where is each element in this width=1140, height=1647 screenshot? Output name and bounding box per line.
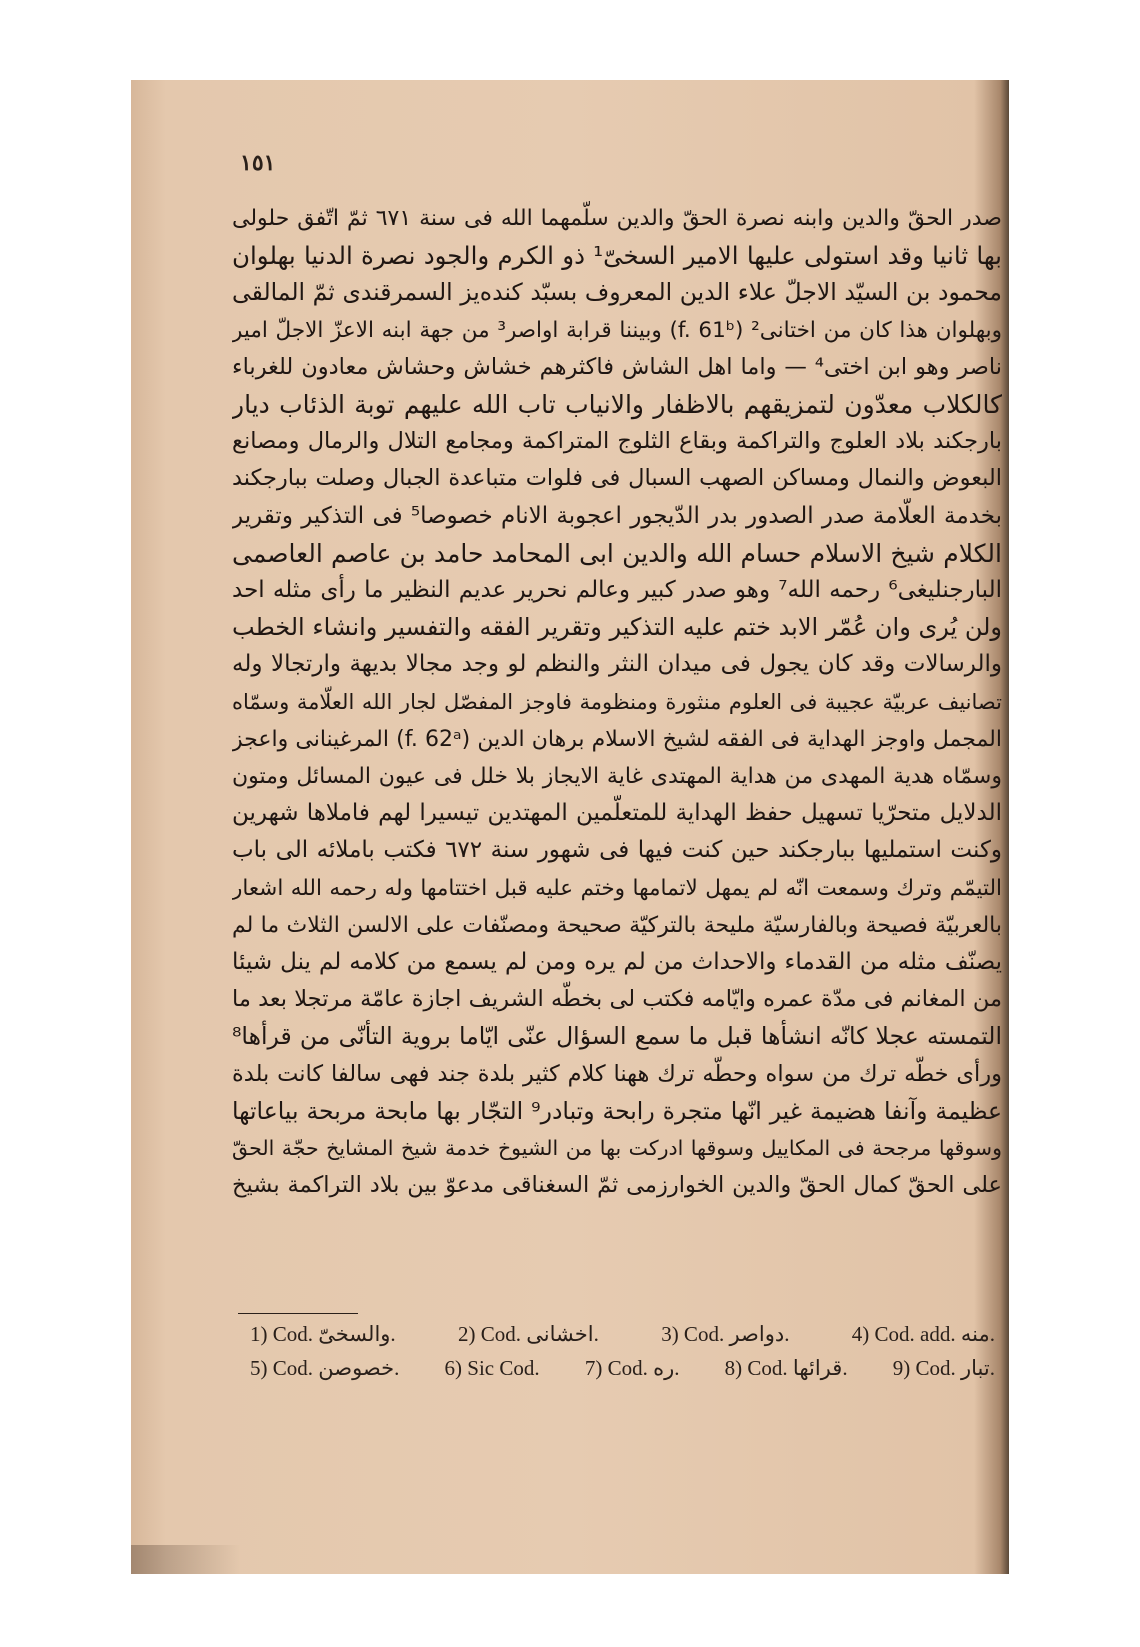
footnote: 8) Cod. قرائها. xyxy=(724,1356,848,1380)
footnote: 1) Cod. والسخىّ. xyxy=(250,1322,396,1346)
footnote: 5) Cod. خصوصن. xyxy=(250,1356,400,1380)
text-line: وبهلوان هذا كان من اختانى² (f. 61ᵇ) وبيننا قرابة اواصر³ من جهة ابنه الاعزّ الاجلّ امير xyxy=(232,317,1002,343)
text-line: التيمّم وترك وسمعت انّه لم يمهل لاتمامها وختم عليه قبل اختتامها وله رحمه الله اشعار xyxy=(232,875,1002,901)
text-line: وسمّاه هدية المهدى من هداية المهتدى غاية الايجاز بلا خلل فى عيون المسائل ومتون xyxy=(232,764,1002,790)
footnote: 7) Cod. ره. xyxy=(584,1356,680,1380)
footnote-divider xyxy=(238,1313,358,1314)
text-line: محمود بن السيّد الاجلّ علاء الدين المعروف بسبّد كنده‌يز السمرقندى ثمّ المالقى xyxy=(232,278,1002,307)
text-line: الدلايل متحرّيا تسهيل حفظ الهداية للمتعلّمين المهتدين تيسيرا لهم فاملاها شهرين xyxy=(232,800,1002,827)
text-line: صدر الحقّ والدين وابنه نصرة الحقّ والدين سلّمهما الله فى سنة ٦٧١ ثمّ اتّفق حلولى xyxy=(232,206,1002,231)
text-line: من المغانم فى مدّة عمره وايّامه فكتب لى بخطّه الشريف اجازة عامّة مرتجلا بعد ما xyxy=(232,986,1002,1013)
text-line: ولن يُرى وان عُمّر الابد ختم عليه التذكير وتقرير الفقه والتفسير وانشاء الخطب xyxy=(232,613,1002,642)
text-line: بخدمة العلّامة صدر الصدور بدر الدّيجور اعجوبة الانام خصوصا⁵ فى التذكير وتقرير xyxy=(232,502,1002,529)
text-line: والرسالات وقد كان يجول فى ميدان النثر والنظم لو وجد مجالا بديهة وارتجالا وله xyxy=(232,651,1002,678)
footnote: 2) Cod. اخشانى. xyxy=(458,1322,599,1346)
text-line: ناصر وهو ابن اختى⁴ — واما اهل الشاش فاكثرهم خشاش وحشاش معادون للغرباء xyxy=(232,353,1002,380)
text-line: تصانيف عربيّة عجيبة فى العلوم منثورة ومنظومة فاوجز المفصّل لجار الله العلّامة وسمّاه xyxy=(232,689,1002,714)
text-line: بها ثانيا وقد استولى عليها الامير السخىّ¹ ذو الكرم والجود نصرة الدنيا بهلوان xyxy=(232,241,1002,271)
page-number: ١٥١ xyxy=(240,150,276,176)
scan-edge-shadow xyxy=(131,1545,241,1574)
footnote: 6) Sic Cod. xyxy=(444,1356,540,1380)
footnotes-row-1 xyxy=(250,1322,995,1347)
arabic-body-text xyxy=(232,200,1002,1204)
text-line: البارجنليغى⁶ رحمه الله⁷ وهو صدر كبير وعالم نحرير عديم النظير ما رأى مثله احد xyxy=(232,577,1002,604)
text-line: المجمل واوجز الهداية فى الفقه لشيخ الاسلام برهان الدين (f. 62ᵃ) المرغينانى واعجز xyxy=(232,726,1002,752)
footnote: 4) Cod. add. منه. xyxy=(851,1322,995,1346)
footnote: 3) Cod. دواصر. xyxy=(661,1322,790,1346)
text-line: على الحقّ كمال الحقّ والدين الخوارزمى ثمّ السغناقى مدعوّ بين بلاد التراكمة بشيخ xyxy=(232,1172,1002,1199)
text-line: بالعربيّة فصيحة وبالفارسيّة مليحة بالتركيّة صحيحة ومصنّفات على الالسن الثلاث ما لم xyxy=(232,912,1002,938)
footnote: 9) Cod. تبار. xyxy=(892,1356,995,1380)
text-line: التمسته عجلا كانّه انشأها قبل ما سمع السؤال عنّى ايّاما بروية التأنّى من قرأها⁸ xyxy=(232,1022,1002,1051)
text-line: يصنّف مثله من القدماء والاحداث من لم يره ومن لم يسمع من كلامه لم ينل شيئا xyxy=(232,949,1002,976)
text-line: الكلام شيخ الاسلام حسام الله والدين ابى المحامد حامد بن عاصم العاصمى xyxy=(232,538,1002,568)
footnotes-row-2 xyxy=(250,1356,995,1381)
text-line: عظيمة وآنفا هضيمة غير انّها متجرة رابحة وتبادر⁹ التجّار بها مابحة مربحة بياعاتها xyxy=(232,1096,1002,1125)
text-line: وكنت استمليها ببارجكند حين كنت فيها فى شهور سنة ٦٧٢ فكتب باملائه الى باب xyxy=(232,837,1002,864)
text-line: البعوض والنمال ومساكن الصهب السبال فى فلوات متباعدة الجبال وصلت ببارجكند xyxy=(232,465,1002,492)
text-line: بارجكند بلاد العلوج والتراكمة وبقاع الثلوج المتراكمة ومجامع التلال والرمال ومصانع xyxy=(232,428,1002,455)
text-line: وسوقها مرجحة فى المكاييل وسوقها ادركت بها من الشيوخ خدمة شيخ المشايخ حجّة الحقّ xyxy=(232,1136,1002,1161)
text-line: كالكلاب معدّون لتمزيقهم بالاظفار والانياب تاب الله عليهم توبة الذئاب ديار xyxy=(232,390,1002,420)
text-line: ورأى خطّه ترك من سواه وحطّه ترك ههنا كلام كثير بلدة جند فهى سالفا كانت بلدة xyxy=(232,1060,1002,1087)
